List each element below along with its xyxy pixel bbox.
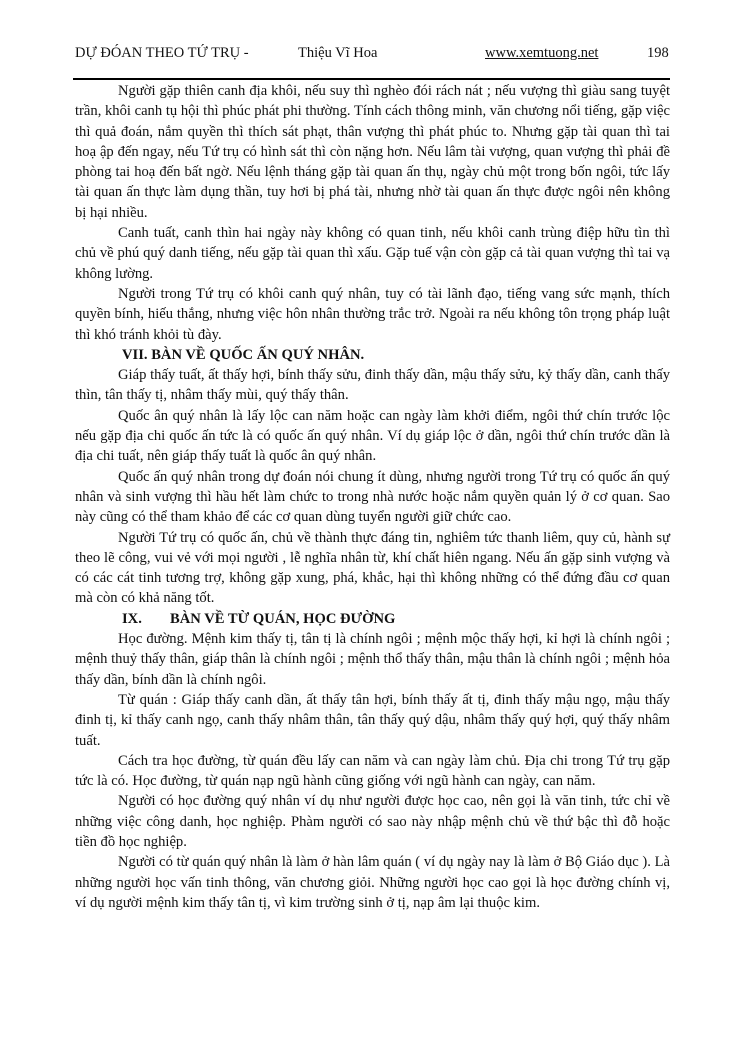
paragraph: Người có từ quán quý nhân là làm ở hàn lâm quán ( ví dụ ngày nay là làm ở Bộ Giáo dục ). Là những người học vấn tinh thông, văn chương giỏi. Những người học cao gọi là học đường chính vị, ví dụ người mệnh kim thấy tân tị, vì kim trường sinh ở tị, nạp âm lại thuộc kim. [75,854,670,911]
section-heading-vii: VII. BÀN VỀ QUỐC ẤN QUÝ NHÂN. [122,346,365,363]
paragraph: Cách tra học đường, từ quán đều lấy can năm và can ngày làm chủ. Địa chi trong Tứ trụ gặp tức là có. Học đường, từ quán nạp ngũ hành cũng giống với ngũ hành can ngày, can năm. [75,752,670,790]
paragraph: Người gặp thiên canh địa khôi, nếu suy thì nghèo đói rách nát ; nếu vượng thì giàu sang tuyệt trần, khôi canh tụ hội thì phúc phát phi thường. Tính cách thông minh, văn chương nổi tiếng, gặp việc thì quả đoán, nắm quyền thì thích sát phạt, thân vượng thì phát phúc to. Nhưng gặp tài quan thì tai hoạ ập đến ngay, nếu Tứ trụ có hình sát thì còn nặng hơn. Nếu lâm tài vượng, quan vượng thì phải đề phòng tai hoạ đến bất ngờ. Nếu lệnh tháng gặp tài quan ấn thụ, ngày chủ một trong bốn ngôi, tức lấy tài quan ấn thực làm dụng thần, tuy hơi bị phá tài, nhưng nhờ tài quan ấn thực được ngôi nên không bị hại nhiều. [75,83,670,221]
author-name: Thiệu Vĩ Hoa [298,45,378,61]
header-divider [73,78,670,80]
page-number: 198 [647,45,669,61]
section-number: IX. [122,610,142,627]
paragraph: Người có học đường quý nhân ví dụ như người được học cao, nên gọi là văn tinh, tức chỉ về những việc công danh, học nghiệp. Phàm người có sao này nhập mệnh chủ về thứ bậc thì đỗ hoặc tiền đồ học nghiệp. [75,793,670,850]
paragraph: Người Tứ trụ có quốc ấn, chủ về thành thực đáng tin, nghiêm tức thanh liêm, quy củ, hành sự theo lẽ công, vui vẻ với mọi người , lễ nghĩa nhân từ, khí chất hiên ngang. Nếu ấn gặp sinh vượng và có các cát tinh tương trợ, không gặp xung, phá, khắc, hại thì không những có thể đứng đầu cơ quan mà còn có khả năng tốt. [75,529,670,607]
section-title: BÀN VỀ TỪ QUÁN, HỌC ĐƯỜNG [170,610,396,627]
page-header [75,45,670,67]
paragraph: Canh tuất, canh thìn hai ngày này không có quan tinh, nếu khôi canh trùng điệp hữu tìn thì chủ về phú quý danh tiếng, nếu gặp tài quan thì xấu. Gặp tuế vận còn gặp cả tài quan vượng thì tai vạ không lường. [75,225,670,282]
book-title: DỰ ĐÓAN THEO TỨ TRỤ - [75,45,249,61]
paragraph: Người trong Tứ trụ có khôi canh quý nhân, tuy có tài lãnh đạo, tiếng vang sức mạnh, thích quyền bính, hiếu thắng, nhưng việc hôn nhân thường trắc trở. Ngoài ra nếu không tôn trọng pháp luật thì khó tránh khỏi tù đày. [75,285,670,343]
paragraph: Giáp thấy tuất, ất thấy hợi, bính thấy sửu, đinh thấy dần, mậu thấy sửu, kỷ thấy dần, canh thấy thìn, tân thấy tị, nhâm thấy mùi, quý thấy thân. [75,367,670,404]
paragraph: Từ quán : Giáp thấy canh dần, ất thấy tân hợi, bính thấy ất tị, đinh thấy mậu ngọ, mậu thấy đinh tị, kỉ thấy canh ngọ, canh thấy nhâm thân, tân thấy quý dậu, nhâm thấy quý hợi, quý thấy nhâm tuất. [75,691,670,749]
section-heading-ix [75,609,670,629]
paragraph: Quốc ấn quý nhân trong dự đoán nói chung ít dùng, nhưng người trong Tứ trụ có quốc ấn quý nhân và sinh vượng thì hầu hết làm chức to trong nhà nước hoặc nắm quyền quản lý ở cơ quan. Sao này cũng có thể tham khảo để các cơ quan dùng tuyển người giữ chức cao. [75,468,670,526]
paragraph: Học đường. Mệnh kim thấy tị, tân tị là chính ngôi ; mệnh mộc thấy hợi, kỉ hợi là chính ngôi ; mệnh thuỷ thấy thân, giáp thân là chính ngôi ; mệnh thổ thấy thân, mậu thân là chính ngôi ; mệnh hỏa thấy dần, bính dần là chính ngôi. [75,631,670,688]
paragraph: Quốc ân quý nhân là lấy lộc can năm hoặc can ngày làm khởi điểm, ngôi thứ chín trước lộc nếu gặp địa chi quốc ấn tức là có quốc ấn quý nhân. Ví dụ giáp lộc ở dần, ngôi thứ chín trước dần là địa chi tuất, nên giáp thấy tuất là quốc ân quý nhân. [75,407,670,465]
page-body [75,81,670,913]
website-link[interactable]: www.xemtuong.net [485,45,599,61]
